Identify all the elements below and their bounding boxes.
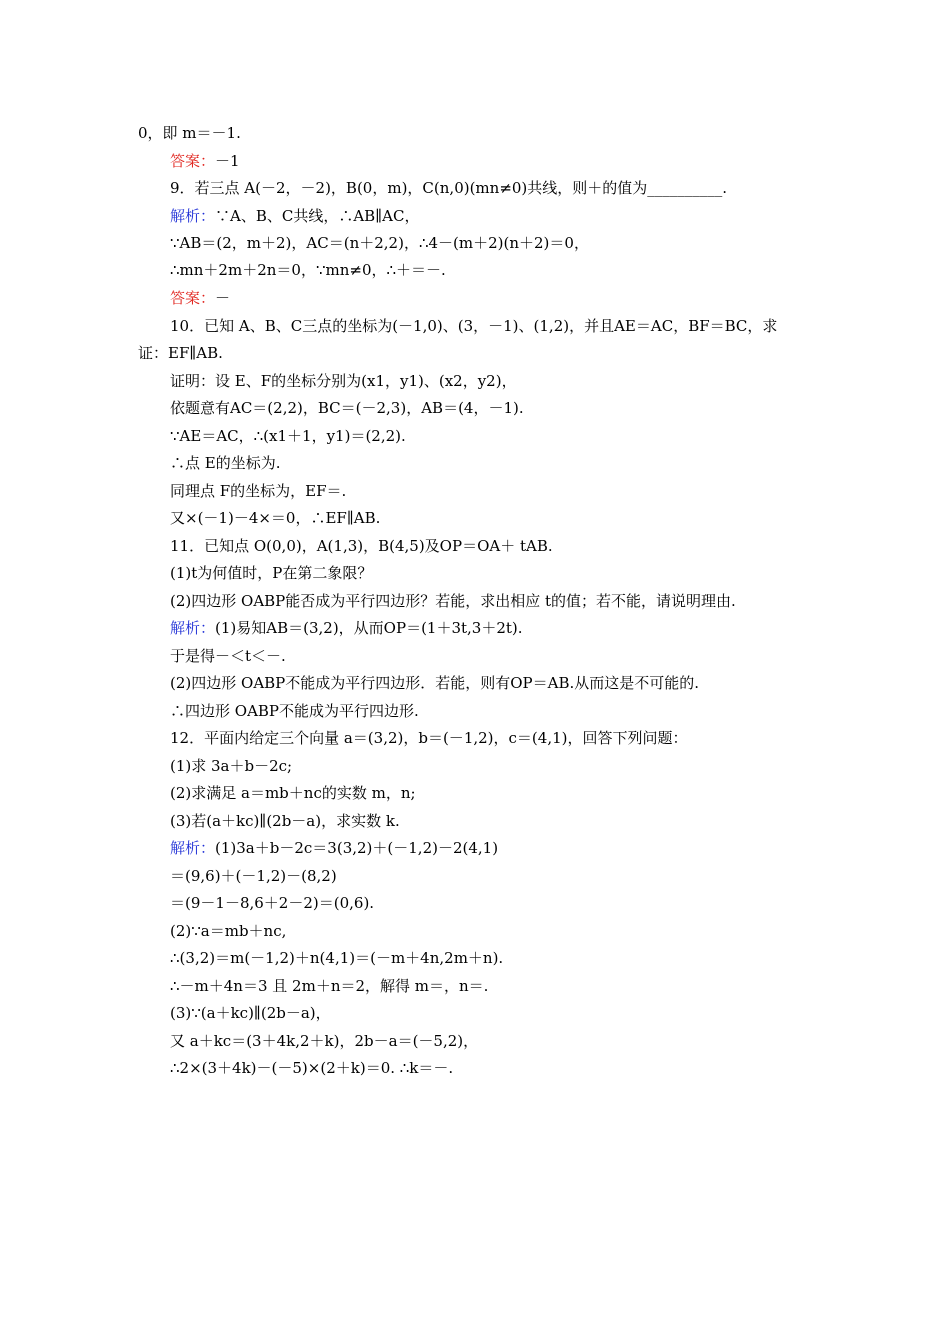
text-line: ∴(3,2)＝m(－1,2)＋n(4,1)＝(－m＋4n,2m＋n). bbox=[170, 949, 504, 967]
text-line: ∵AB＝(2，m＋2)，AC＝(n＋2,2)，∴4－(m＋2)(n＋2)＝0， bbox=[170, 234, 589, 252]
answer-label: 答案： bbox=[170, 289, 216, 307]
text-line: 0，即 m＝－1. bbox=[138, 124, 241, 142]
analysis-line bbox=[170, 206, 419, 226]
text-line: ∴2×(3＋4k)－(－5)×(2＋k)＝0. ∴k＝－. bbox=[170, 1059, 454, 1077]
answer-line bbox=[170, 151, 240, 171]
text-line: (1)t为何值时，P在第二象限？ bbox=[170, 564, 373, 582]
answer-label: 答案： bbox=[170, 152, 216, 170]
text-line: (2)求满足 a＝mb＋nc的实数 m，n; bbox=[170, 784, 416, 802]
text-line: ∴－m＋4n＝3 且 2m＋n＝2，解得 m＝，n＝. bbox=[170, 977, 489, 995]
analysis-label: 解析： bbox=[170, 207, 216, 225]
question-11: 11．已知点 O(0,0)，A(1,3)，B(4,5)及OP＝OA＋ tAB. bbox=[170, 537, 553, 555]
answer-line bbox=[170, 288, 230, 308]
text-line: (3)∵(a＋kc)∥(2b－a)， bbox=[170, 1004, 331, 1022]
answer-value: － bbox=[215, 289, 231, 307]
analysis-line bbox=[170, 838, 498, 858]
text-line: 于是得－＜t＜－. bbox=[170, 647, 286, 665]
analysis-line bbox=[170, 618, 523, 638]
text-line: ＝(9,6)＋(－1,2)－(8,2) bbox=[170, 867, 337, 885]
analysis-text: ∵A、B、C共线，∴AB∥AC， bbox=[215, 207, 420, 225]
answer-value: －1 bbox=[215, 152, 240, 170]
question-12: 12．平面内给定三个向量 a＝(3,2)，b＝(－1,2)，c＝(4,1)，回答下列问题： bbox=[170, 729, 688, 747]
text-line: 依题意有AC＝(2,2)，BC＝(－2,3)，AB＝(4，－1). bbox=[170, 399, 524, 417]
question-9: 9．若三点 A(－2，－2)，B(0，m)，C(n,0)(mn≠0)共线，则＋的值为__________. bbox=[170, 179, 728, 197]
text-line: 同理点 F的坐标为，EF＝. bbox=[170, 482, 347, 500]
text-line: ∴四边形 OABP不能成为平行四边形. bbox=[170, 702, 419, 720]
text-line: ∴点 E的坐标为. bbox=[170, 454, 281, 472]
text-line: (2)四边形 OABP能否成为平行四边形？若能，求出相应 t的值；若不能，请说明理由. bbox=[170, 592, 736, 610]
text-line: ∴mn＋2m＋2n＝0，∵mn≠0，∴＋＝－. bbox=[170, 261, 446, 279]
analysis-text: (1)3a＋b－2c＝3(3,2)＋(－1,2)－2(4,1) bbox=[215, 839, 499, 857]
analysis-label: 解析： bbox=[170, 619, 216, 637]
analysis-label: 解析： bbox=[170, 839, 216, 857]
text-line: (2)四边形 OABP不能成为平行四边形．若能，则有OP＝AB.从而这是不可能的. bbox=[170, 674, 700, 692]
text-line: 又×(－1)－4×＝0，∴EF∥AB. bbox=[170, 509, 381, 527]
question-10: 10．已知 A、B、C三点的坐标为(－1,0)、(3，－1)、(1,2)，并且AE＝AC，BF＝BC，求 bbox=[170, 317, 778, 335]
text-line: 证：EF∥AB. bbox=[138, 344, 223, 362]
text-line: (2)∵a＝mb＋nc, bbox=[170, 922, 287, 940]
text-line: (1)求 3a＋b－2c; bbox=[170, 757, 293, 775]
text-line: ＝(9－1－8,6＋2－2)＝(0,6). bbox=[170, 894, 375, 912]
text-line: 证明：设 E、F的坐标分别为(x1，y1)、(x2，y2)， bbox=[170, 372, 517, 390]
text-line: 又 a＋kc＝(3＋4k,2＋k)，2b－a＝(－5,2)， bbox=[170, 1032, 479, 1050]
text-line: ∵AE＝AC，∴(x1＋1，y1)＝(2,2). bbox=[170, 427, 406, 445]
analysis-text: (1)易知AB＝(3,2)，从而OP＝(1＋3t,3＋2t). bbox=[215, 619, 523, 637]
text-line: (3)若(a＋kc)∥(2b－a)，求实数 k. bbox=[170, 812, 400, 830]
